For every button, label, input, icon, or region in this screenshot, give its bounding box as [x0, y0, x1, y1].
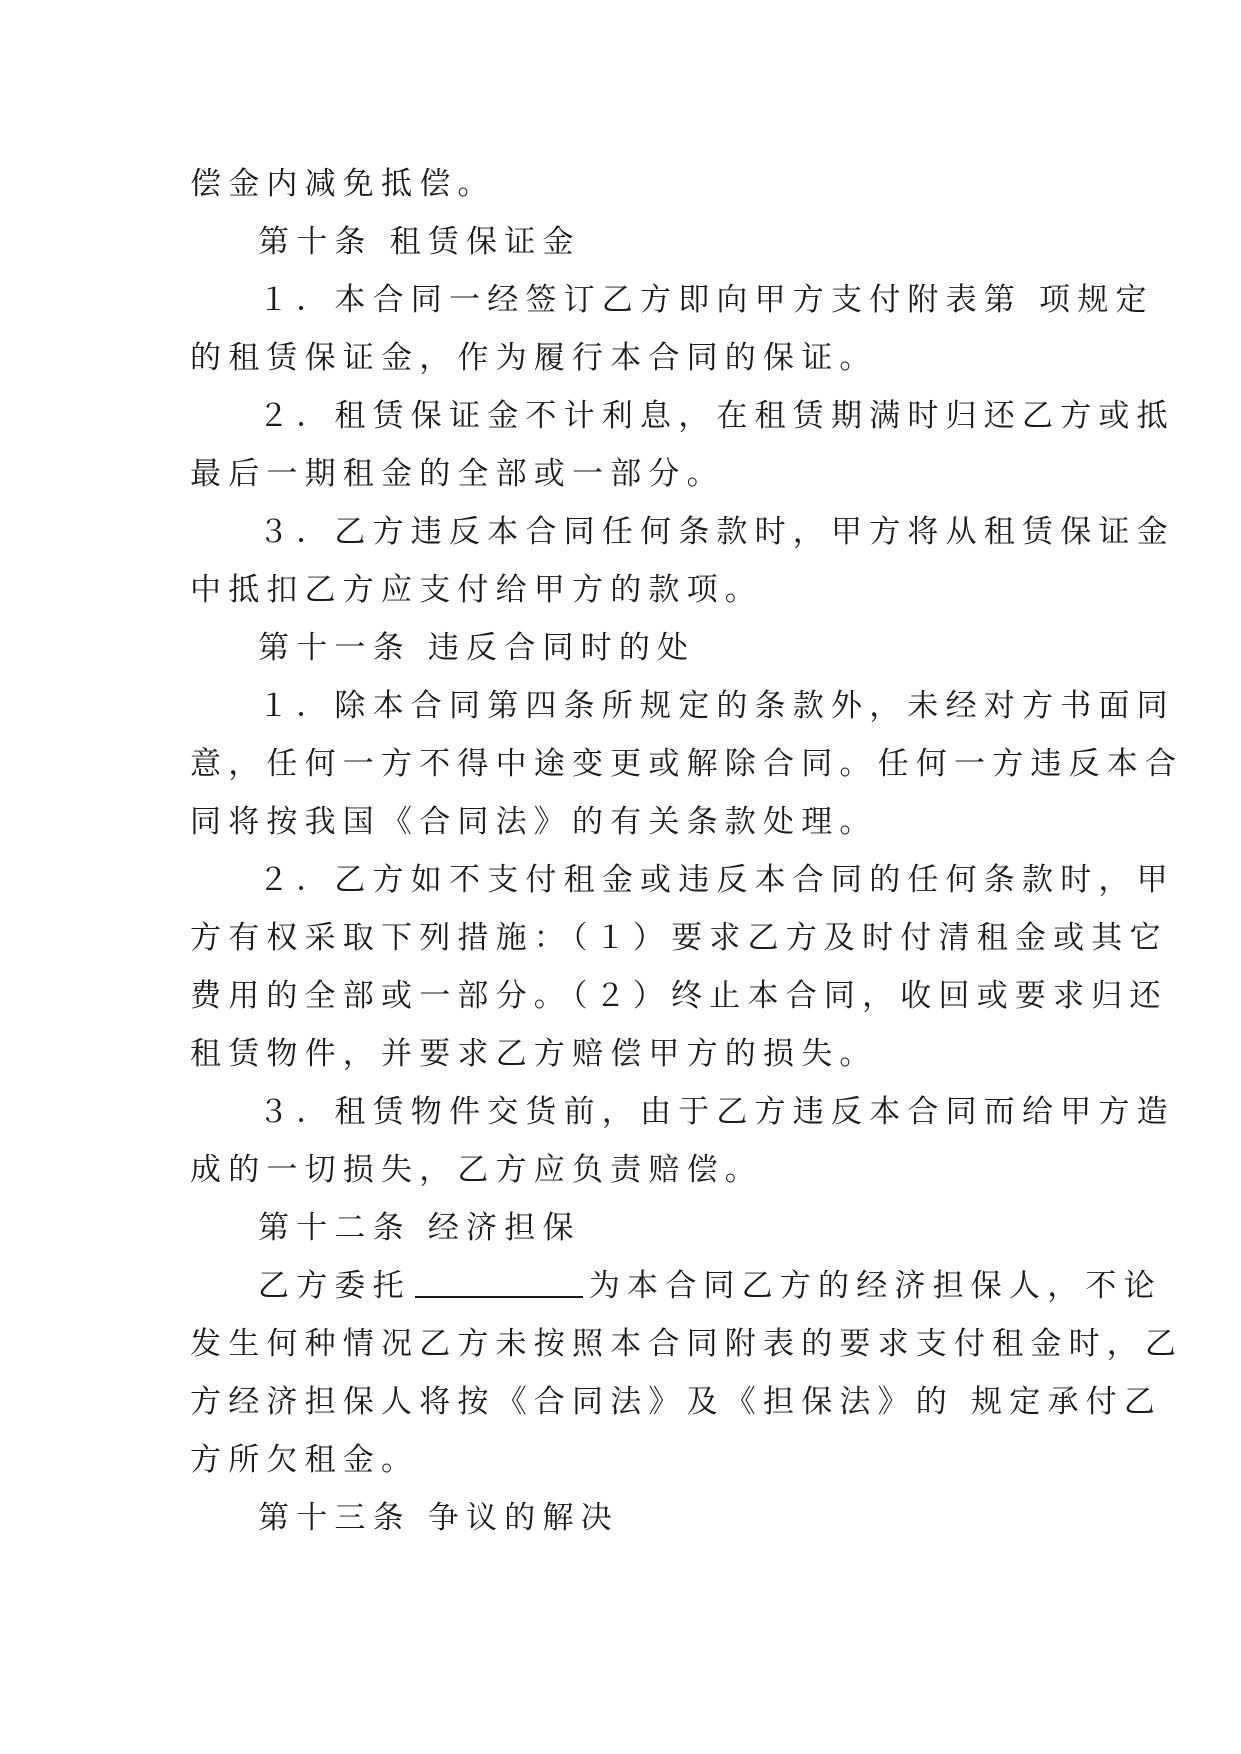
text-line: ３．乙方违反本合同任何条款时，甲方将从租赁保证金 [258, 514, 1175, 550]
section-heading: 第十条 租赁保证金 [258, 224, 581, 260]
paragraph-11-3 [190, 1083, 1175, 1199]
text-line: 的租赁保证金，作为履行本合同的保证。 [190, 340, 878, 376]
heading-article-13 [190, 1489, 1070, 1547]
text-line: 方所欠租金。 [190, 1442, 420, 1478]
guarantor-blank-field[interactable] [415, 1260, 583, 1298]
paragraph-10-2 [190, 387, 1175, 503]
text-line: 方经济担保人将按《合同法》及《担保法》的 规定承付乙 [190, 1384, 1163, 1420]
text-line: ３．租赁物件交货前，由于乙方违反本合同而给甲方造 [258, 1094, 1175, 1130]
paragraph-10-3 [190, 503, 1175, 619]
text-fragment: 为本合同乙方的经济担保人，不论 [588, 1268, 1162, 1304]
section-heading: 第十三条 争议的解决 [258, 1500, 619, 1536]
text-fragment: 乙方委托 [258, 1268, 411, 1304]
paragraph-11-2 [190, 851, 1175, 1083]
text-line: 发生何种情况乙方未按照本合同附表的要求支付租金时，乙 [190, 1326, 1184, 1362]
text-line: 费用的全部或一部分。（２）终止本合同，收回或要求归还 [190, 978, 1168, 1014]
text-line: 成的一切损失，乙方应负责赔偿。 [190, 1152, 763, 1188]
paragraph-11-1 [190, 677, 1184, 851]
text-line: ２．租赁保证金不计利息，在租赁期满时归还乙方或抵 [258, 398, 1175, 434]
text-line: １．本合同一经签订乙方即向甲方支付附表第 项规定 [258, 282, 1154, 318]
heading-article-10 [190, 213, 1070, 271]
text-line-with-blank [190, 1257, 1162, 1315]
heading-article-11 [190, 619, 1070, 677]
text-line: １．除本合同第四条所规定的条款外，未经对方书面同 [258, 688, 1175, 724]
paragraph-compensation-end [190, 155, 1070, 213]
text-line: ２．乙方如不支付租金或违反本合同的任何条款时，甲 [258, 862, 1175, 898]
text-line: 同将按我国《合同法》的有关条款处理。 [190, 804, 878, 840]
text-line: 租赁物件，并要求乙方赔偿甲方的损失。 [190, 1036, 878, 1072]
text-line: 方有权采取下列措施：（１）要求乙方及时付清租金或其它 [190, 920, 1168, 956]
paragraph-12 [190, 1257, 1184, 1489]
paragraph-10-1 [190, 271, 1154, 387]
text-line: 最后一期租金的全部或一部分。 [190, 456, 725, 492]
document-body [190, 155, 1184, 1547]
section-heading: 第十二条 经济担保 [258, 1210, 581, 1246]
text-line: 中抵扣乙方应支付给甲方的款项。 [190, 572, 763, 608]
text-line: 意，任何一方不得中途变更或解除合同。任何一方违反本合 [190, 746, 1184, 782]
section-heading: 第十一条 违反合同时的处 [258, 630, 696, 666]
heading-article-12 [190, 1199, 1070, 1257]
text-line: 偿金内减免抵偿。 [190, 166, 496, 202]
